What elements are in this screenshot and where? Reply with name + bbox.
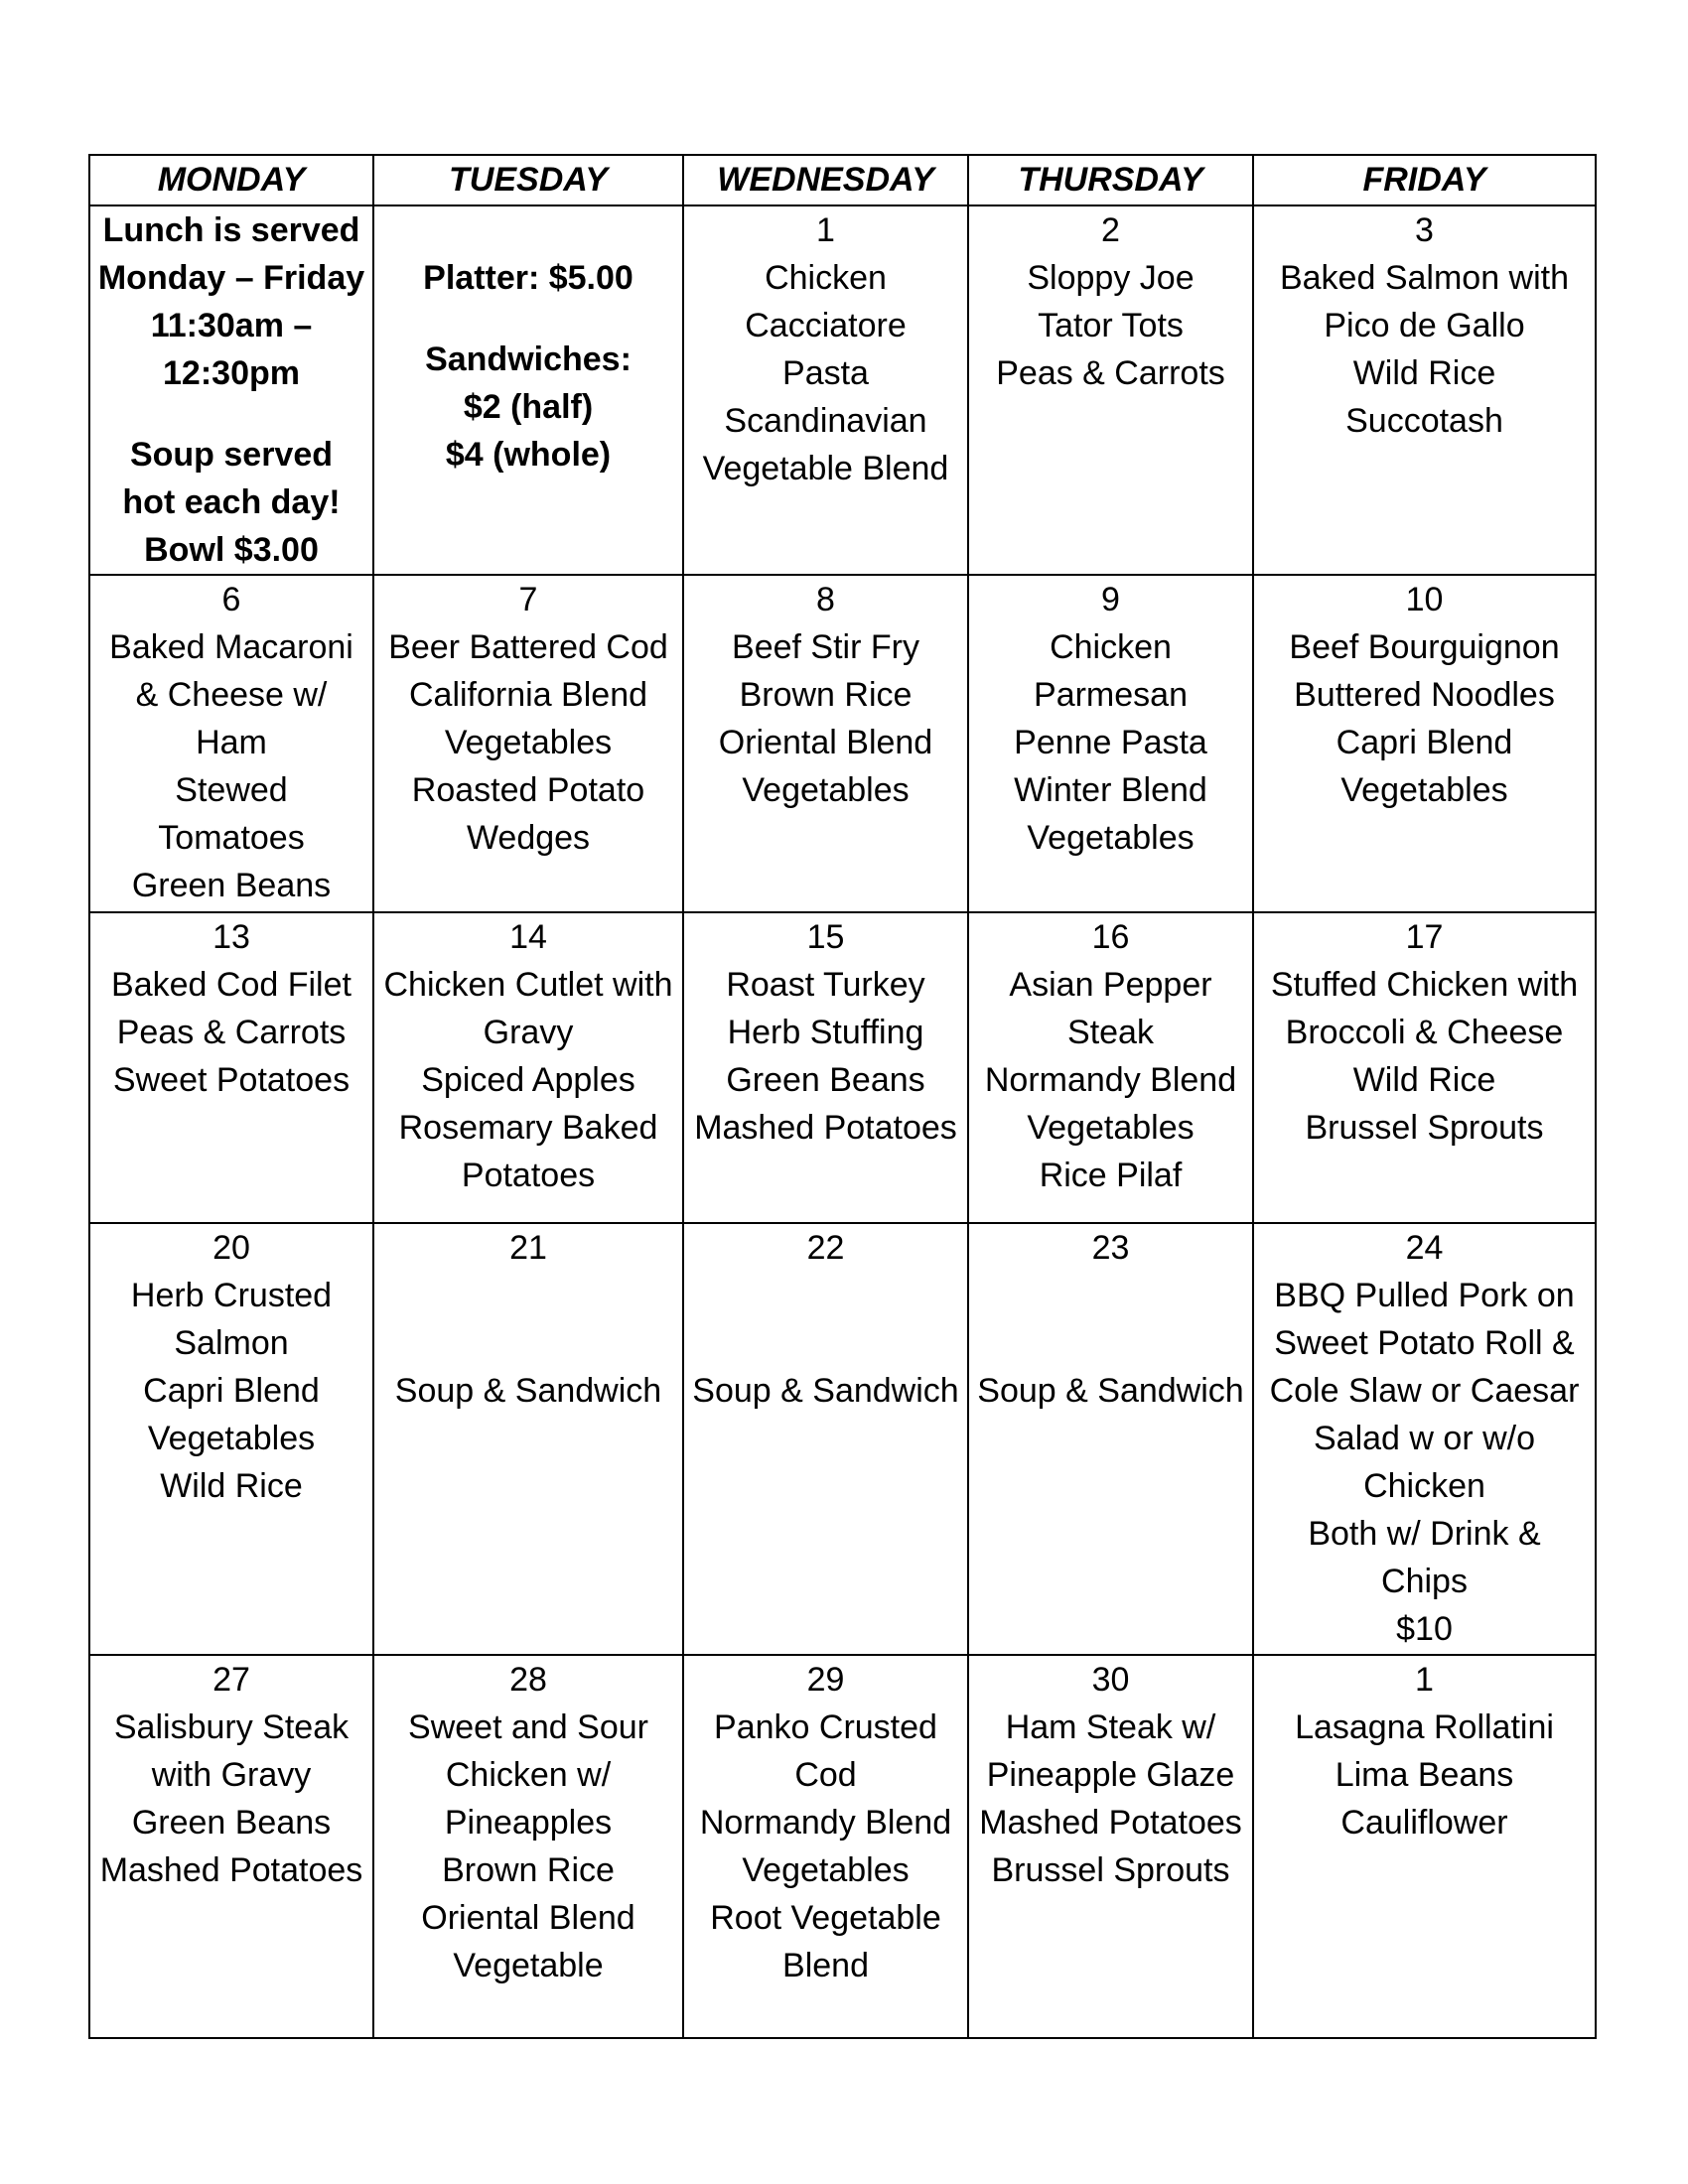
day-cell (683, 1655, 968, 2038)
price-line: $2 (half) (463, 388, 594, 426)
menu-item: Cacciatore (745, 307, 907, 344)
day-cell (968, 575, 1253, 912)
day-cell (89, 575, 373, 912)
day-cell (373, 912, 683, 1223)
menu-item: Normandy Blend (984, 1061, 1237, 1099)
menu-item: & Cheese w/ (135, 676, 328, 714)
menu-item: Normandy Blend (699, 1804, 952, 1842)
day-cell (1253, 575, 1596, 912)
menu-item: Pineapple Glaze (986, 1756, 1235, 1794)
menu-item: Chicken w/ (445, 1756, 612, 1794)
day-cell (373, 1655, 683, 2038)
menu-item: Both w/ Drink & (1308, 1515, 1541, 1553)
lunch-menu-calendar (88, 154, 1597, 2039)
week-row-2 (89, 575, 1596, 912)
menu-item: Chips (1381, 1563, 1468, 1600)
day-date: 17 (1405, 918, 1444, 956)
menu-item: Herb Stuffing (727, 1014, 924, 1051)
menu-item: Stewed (175, 771, 288, 809)
week-row-5 (89, 1655, 1596, 2038)
day-cell (683, 912, 968, 1223)
day-cell (1253, 205, 1596, 575)
week-row-4 (89, 1223, 1596, 1655)
menu-item: Baked Cod Filet (111, 966, 352, 1004)
menu-item: Baked Macaroni (109, 628, 353, 666)
day-date: 1 (816, 211, 835, 249)
day-date: 27 (212, 1661, 250, 1699)
menu-item: Beef Bourguignon (1289, 628, 1560, 666)
menu-item: Peas & Carrots (116, 1014, 347, 1051)
lunch-info-cell (89, 205, 373, 575)
day-date: 7 (518, 581, 538, 618)
menu-item: Capri Blend (1336, 724, 1513, 761)
menu-item: Sloppy Joe (1027, 259, 1195, 297)
menu-item: Baked Salmon with (1279, 259, 1570, 297)
menu-item: Brussel Sprouts (991, 1851, 1230, 1889)
menu-item: Roast Turkey (726, 966, 925, 1004)
day-cell (683, 1223, 968, 1655)
menu-item: Parmesan (1034, 676, 1188, 714)
price-info-cell (373, 205, 683, 575)
day-cell (89, 1223, 373, 1655)
price-line: Platter: $5.00 (423, 259, 633, 297)
menu-item: Brown Rice (739, 676, 913, 714)
day-header-thursday: THURSDAY (968, 155, 1253, 205)
menu-item: BBQ Pulled Pork on (1274, 1277, 1575, 1314)
menu-item: Rosemary Baked (398, 1109, 658, 1147)
menu-item: Stuffed Chicken with (1270, 966, 1579, 1004)
day-date: 10 (1405, 581, 1444, 618)
day-date: 29 (806, 1661, 845, 1699)
menu-item: Vegetable (453, 1947, 604, 1984)
day-date: 8 (816, 581, 835, 618)
day-cell (683, 205, 968, 575)
menu-item: Green Beans (131, 1804, 332, 1842)
menu-item: Chicken Cutlet with (383, 966, 673, 1004)
menu-item: Soup & Sandwich (977, 1372, 1244, 1410)
menu-item: Sweet and Sour (408, 1708, 648, 1746)
menu-item: Cod (794, 1756, 857, 1794)
menu-item: Blend (782, 1947, 869, 1984)
day-date: 30 (1091, 1661, 1130, 1699)
menu-item: Wedges (466, 819, 591, 857)
day-cell (968, 912, 1253, 1223)
day-header-friday: FRIDAY (1253, 155, 1596, 205)
day-header-tuesday: TUESDAY (373, 155, 683, 205)
menu-item: Rice Pilaf (1039, 1157, 1183, 1194)
menu-item: Cauliflower (1340, 1804, 1508, 1842)
menu-item: Wild Rice (160, 1467, 303, 1505)
menu-item: Brussel Sprouts (1305, 1109, 1544, 1147)
menu-item: Chicken (765, 259, 887, 297)
menu-item: Asian Pepper (1009, 966, 1212, 1004)
day-date: 9 (1101, 581, 1120, 618)
menu-item: Tator Tots (1038, 307, 1184, 344)
day-cell (1253, 1655, 1596, 2038)
menu-item: Scandinavian (724, 402, 927, 440)
day-cell (89, 1655, 373, 2038)
day-date: 22 (806, 1229, 845, 1267)
menu-item: Roasted Potato (411, 771, 645, 809)
price-line: Sandwiches: (425, 341, 632, 378)
menu-item: Mashed Potatoes (99, 1851, 363, 1889)
menu-item: Vegetables (1340, 771, 1508, 809)
info-line: Soup served (129, 436, 334, 474)
menu-item: Vegetables (742, 1851, 910, 1889)
day-cell (683, 575, 968, 912)
day-date: 23 (1091, 1229, 1130, 1267)
menu-item: Buttered Noodles (1294, 676, 1555, 714)
info-line: hot each day! (122, 483, 341, 521)
menu-item: Vegetables (1027, 1109, 1195, 1147)
week-row-3 (89, 912, 1596, 1223)
menu-item: Beer Battered Cod (388, 628, 668, 666)
menu-item: Steak (1067, 1014, 1154, 1051)
day-cell (373, 575, 683, 912)
day-date: 28 (509, 1661, 547, 1699)
menu-item: Soup & Sandwich (692, 1372, 959, 1410)
menu-item: Lasagna Rollatini (1295, 1708, 1554, 1746)
menu-item: Ham Steak w/ (1005, 1708, 1216, 1746)
menu-item: Chicken (1050, 628, 1172, 666)
menu-item: Vegetables (147, 1420, 316, 1457)
day-cell (373, 1223, 683, 1655)
info-line: Bowl $3.00 (144, 531, 319, 569)
menu-item: Vegetables (1027, 819, 1195, 857)
day-date: 2 (1101, 211, 1120, 249)
day-cell (1253, 912, 1596, 1223)
menu-item: Green Beans (726, 1061, 925, 1099)
day-header-wednesday: WEDNESDAY (683, 155, 968, 205)
menu-item: Soup & Sandwich (394, 1372, 662, 1410)
day-date: 15 (806, 918, 845, 956)
menu-item: with Gravy (151, 1756, 312, 1794)
menu-item: Lima Beans (1335, 1756, 1514, 1794)
menu-item: Salad w or w/o (1314, 1420, 1535, 1457)
info-line: 12:30pm (163, 354, 300, 392)
menu-item: Capri Blend (143, 1372, 320, 1410)
day-cell (968, 205, 1253, 575)
day-date: 13 (212, 918, 250, 956)
menu-item: Sweet Potatoes (112, 1061, 351, 1099)
menu-item: Root Vegetable (710, 1899, 941, 1937)
menu-item: Mashed Potatoes (694, 1109, 957, 1147)
menu-item: Mashed Potatoes (979, 1804, 1242, 1842)
menu-item: Winter Blend (1014, 771, 1207, 809)
menu-item: Wild Rice (1352, 1061, 1496, 1099)
day-date: 6 (221, 581, 241, 618)
day-cell (89, 912, 373, 1223)
day-date: 24 (1405, 1229, 1444, 1267)
day-cell (1253, 1223, 1596, 1655)
week-row-1 (89, 205, 1596, 575)
day-date: 1 (1415, 1661, 1434, 1699)
menu-item: Panko Crusted (714, 1708, 937, 1746)
menu-item: Pineapples (444, 1804, 613, 1842)
menu-item: California Blend (408, 676, 648, 714)
menu-item: Green Beans (131, 867, 332, 904)
menu-item: Oriental Blend (421, 1899, 635, 1937)
menu-item: Spiced Apples (421, 1061, 635, 1099)
price-line: $4 (whole) (445, 436, 612, 474)
menu-item: Gravy (483, 1014, 574, 1051)
menu-item: Pico de Gallo (1324, 307, 1525, 344)
info-line: 11:30am – (150, 307, 313, 344)
day-date: 20 (212, 1229, 250, 1267)
day-header-monday: MONDAY (89, 155, 373, 205)
menu-item: Sweet Potato Roll & (1274, 1324, 1575, 1362)
menu-item: Oriental Blend (718, 724, 933, 761)
day-date: 21 (509, 1229, 547, 1267)
menu-item: Peas & Carrots (996, 354, 1225, 392)
menu-item: Brown Rice (442, 1851, 615, 1889)
day-header-row (89, 155, 1596, 205)
menu-item: Vegetables (444, 724, 613, 761)
menu-item: Herb Crusted (130, 1277, 333, 1314)
menu-item: $10 (1396, 1610, 1453, 1648)
day-cell (968, 1655, 1253, 2038)
menu-item: Tomatoes (158, 819, 305, 857)
menu-item: Vegetables (742, 771, 910, 809)
menu-item: Penne Pasta (1014, 724, 1207, 761)
day-date: 14 (509, 918, 547, 956)
menu-item: Pasta (782, 354, 869, 392)
day-cell (968, 1223, 1253, 1655)
day-date: 3 (1415, 211, 1434, 249)
menu-item: Beef Stir Fry (732, 628, 919, 666)
menu-item: Salmon (174, 1324, 289, 1362)
menu-item: Broccoli & Cheese (1285, 1014, 1564, 1051)
menu-item: Ham (196, 724, 267, 761)
menu-item: Chicken (1363, 1467, 1485, 1505)
info-line: Lunch is served (102, 211, 360, 249)
menu-item: Wild Rice (1352, 354, 1496, 392)
menu-item: Succotash (1345, 402, 1503, 440)
day-date: 16 (1091, 918, 1130, 956)
menu-item: Potatoes (461, 1157, 596, 1194)
menu-item: Salisbury Steak (113, 1708, 350, 1746)
menu-item: Cole Slaw or Caesar (1269, 1372, 1580, 1410)
info-line: Monday – Friday (97, 259, 365, 297)
menu-item: Vegetable Blend (702, 450, 949, 487)
